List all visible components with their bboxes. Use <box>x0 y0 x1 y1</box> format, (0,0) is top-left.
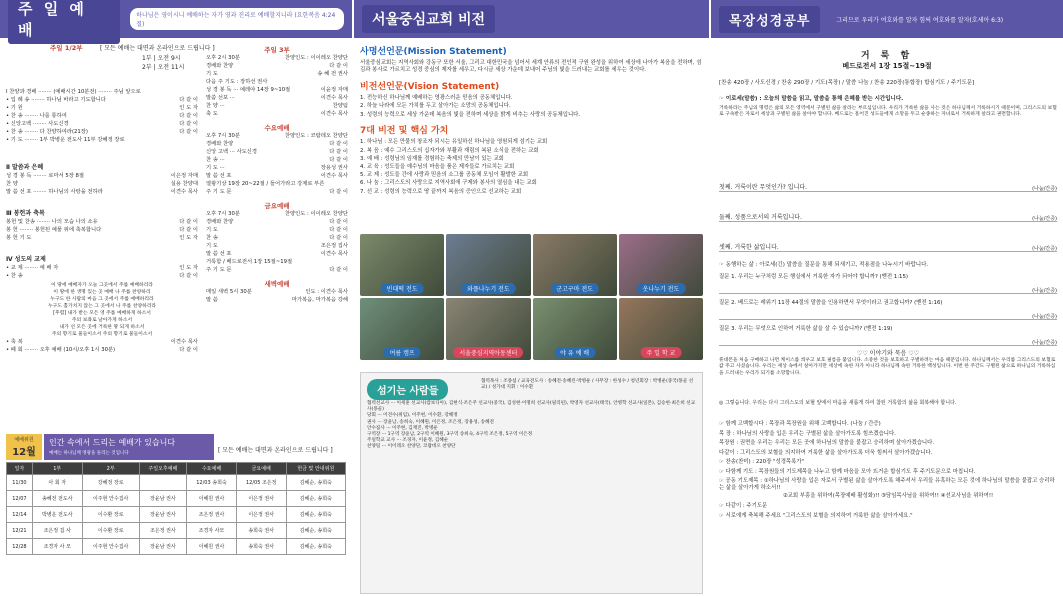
service1-time-2: 2부 | 오전 11시 <box>142 64 185 71</box>
activity-photo-grid <box>360 234 703 360</box>
vision-body <box>360 44 703 196</box>
fri-row: 거룩함 / 베드로전서 1장 15절~19절 <box>206 259 293 265</box>
sunday3-time-row: 오후 2시 30분 찬양인도 : 이이레오 찬양단 <box>206 55 348 61</box>
story-close: ◎ 그렇습니다. 우리는 다시 그리스도의 보혈 앞에서 마음을 새롭게 하여 참된 거룩함의 삶을 회복해야 합니다. <box>719 400 957 406</box>
intro-heading: ☞ 이로세(말씀) : 오늘의 말씀을 읽고, 말씀을 통해 은혜를 받는 시간입니다. <box>719 96 904 102</box>
word-heading: Ⅱ 말씀과 은혜 <box>6 164 44 171</box>
fellow-row: • 찬 송 다 같 이 <box>6 273 198 279</box>
sunday3-row: 말씀 선포 ··· 이견수 목사 <box>206 95 348 101</box>
table-row: 11/30 사 회 자 강혜정 장로 12/03 송희숙 12/05 조은정 김혜순, 송희숙 <box>7 475 346 491</box>
photo-tile: 빈대떡 전도 <box>360 234 444 296</box>
dawn-row: 말 씀 마가복음, 마가복음 강해 <box>206 297 348 303</box>
fri-row: 말 씀 선 포 이견수 목사 <box>206 251 348 257</box>
fri-row: 기 도 조은정 집사 <box>206 243 348 249</box>
table-row: 12/21 조은정 집 사 이수환 장로 조은정 권사 조경자 사모 송희숙 권사 김혜순, 송희숙 <box>7 523 346 539</box>
fri-row: 기 도 다 같 이 <box>206 227 348 233</box>
wed-label: 수요예배 <box>264 124 290 132</box>
sunday3-row: 축 도 이견수 목사 <box>206 111 348 117</box>
worship-header <box>0 0 352 38</box>
wed-row: 주 기 도 문 다 같 이 <box>206 189 348 195</box>
seven-vision-heading: 7대 비전 및 핵심 가치 <box>360 126 449 137</box>
mission-text: 서울중심교회는 지역사회와 강동구 또한 서울, 그리고 대한민국을 넘어서 세계 안류의 전인적 구원 완성을 위하여 세상에 나아가 복음을 전하며, 섬김과 봉사로 가르치고 성경 중심의 제자를 세우고, 다시금 세상 가운데 보내어 주님의 빛을 드러내는 교회를 세우는 것이다. <box>360 60 702 74</box>
bible-study-column <box>711 0 1063 596</box>
hymn-lyrics: 이 땅에 예배자가 오늘 그곳에서 주를 예배하리라 이 땅에 한 생명 있는 곳 예배 나 주를 찬양하리 누구도 한 사람의 마음 그 곳에서 주를 예배하리라 누구도 홀가치지 않는 그 곳에서 나 주를 찬양하리라 [후렴] 내가 받는 모든 영 주를 예배하게 하소서 주의 보좌로 날아가게 하소서 내가 선 모든 곳에 거룩한 땅 되게 하소서 주의 향기로 물들이소서 주의 향기로 물들이소서 <box>48 283 156 337</box>
liturgy-row: • 찬 송 ········ 나를 통하여 다 같 이 <box>6 113 198 119</box>
photo-tile: 옷나누기 전도 <box>619 234 703 296</box>
closing-row: • 축 복 이견수 목사 <box>6 339 198 345</box>
other-services <box>206 46 348 304</box>
question-1: 첫째. 거룩이란 무엇인가? 입니다. (나눔/간증) <box>719 184 1057 192</box>
story-heading: ♡♡ 이야기와 묵음 ♡♡ <box>856 350 919 357</box>
worship-title: 주 일 예 배 <box>8 0 120 44</box>
liturgy-block <box>6 88 198 354</box>
sunday3-row: 다음 주 기도 : 장하선 권사 <box>206 79 268 85</box>
word-row: 말 씀 선 포 ········ 하나님의 사랑을 전하라 이견수 목사 <box>6 189 198 195</box>
worship-committee-table <box>6 462 346 555</box>
sunday3-row: 성 경 봉 독 ··· 예레야 14장 9~10절 이윤정 자매 <box>206 87 348 93</box>
lesson-reference: 베드로전서 1장 15절~19절 <box>842 62 932 70</box>
question-3: 셋째. 거룩한 삶입니다. (나눔/간증) <box>719 244 1057 252</box>
sunday3-row: 기 도 송 혜 전 권사 <box>206 71 348 77</box>
worship-column <box>0 0 352 596</box>
vision-header <box>354 0 709 38</box>
dawn-label: 새벽예배 <box>264 280 290 288</box>
service1-label: 주일 1/2부 <box>50 44 83 52</box>
liturgy-row: • 신앙고백 ········ 사도신경 다 같 이 <box>6 121 198 127</box>
wed-row: 열왕기상 19장 20~22절 / 들어가라고 강제로 부른 <box>206 181 325 187</box>
offer-row: 봉헌 및 찬송 ········ 나의 모습 나의 소유 다 같 이 <box>6 219 198 225</box>
sunday3-label: 주일 3부 <box>264 46 290 54</box>
wed-row: 찬 송 ··· 다 같 이 <box>206 157 348 163</box>
share-question-3: 질문 3. 우리는 무엇으로 인하여 거룩한 삶을 살 수 있습니까? (벧전 1:19) (나눔/간증) <box>719 326 1057 346</box>
word-row: 성 경 봉 독 ········ 로마서 5장 8절 이은정 자매 <box>6 173 198 179</box>
table-row: 12/07 송혜전 전도사 이주현 안수집사 장윤남 권사 이혜원 권사 이은정 권사 김혜순, 송희숙 <box>7 491 346 507</box>
wed-row: 경배와 찬양 다 같 이 <box>206 141 348 147</box>
liturgy-row: Ⅰ 찬양과 경배 ········ (예배시간 10분전) ········ 주님 앞으로 <box>6 89 141 95</box>
photo-tile: 야 유 예 배 <box>533 298 617 360</box>
vision-column <box>354 0 709 596</box>
servers-list: 협력선교사 ··· 이세훈 선교사(캄보디아), 김현식·조은주 선교사(중국), 김성현·이명희 선교사(필리핀), 박영자 선교사(태국), 안병학 선교사(일본), 김승현·최은희 선교사(몽골) 당회 ··· 이견수(위임), 이주현, 이수환, 강혜정 권사 ··· 장윤남, 송희숙, 이혜원, 이은정, 조은정, 장용성, 송혜전 안수집사 ··· 이주현, 김재진, 박병운 구역장 ··· 1구역 장윤남, 2구역 이혜원, 3구역 송희숙, 4구역 조은정, 5구역 이은정 주일학교 교사 ··· 조경자, 이윤정, 김혜순 찬양팀 ··· 이이레오 찬양단, 코람데오 찬양단 <box>367 401 696 450</box>
study-header <box>711 0 1063 38</box>
online-note: [ 모든 예배는 대면과 온라인으로 드립니다 ] <box>218 447 333 454</box>
photo-tile: 서울중심지역아동센터 <box>446 298 530 360</box>
fellow-heading: Ⅳ 성도의 교제 <box>6 256 46 263</box>
service1-times <box>142 54 184 72</box>
wed-time-row: 오후 7시 30분 찬양인도 : 코람데오 찬양단 <box>206 133 348 139</box>
hymn-order: [찬송 420장 / 사도신경 / 찬송 290장 / 기도(목장) / 말씀 나눔 / 찬송 220장(통합장) 합심기도 / 주기도문] <box>719 80 975 86</box>
seven-vision-list: 1. 하나님 : 모든 만물의 창조자 되시는 유일하신 하나님을 영원되게 섬기는 교회 2. 복 음 : 예수 그리스도의 십자가와 부활과 재림의 복된 소식을 전하는 교회 3. 예 배 : 성령님의 임재를 경험하는 축제의 만남이 있는 교회 4. 교 육 : 성도들을 예수님의 마음을 품은 제자들로 가르치는 교회 5. 교 제 : 성도들 간에 사랑과 믿음의 소그룹 공동체 모임이 활발한 교회 6. 나 눔 : 그리스도의 사랑으로 지역사회에 구제와 봉사의 열심을 내는 교회 7. 선 교 : 성령의 능력으로 땅 끝까지 복음의 증인으로 선교하는 교회 <box>360 139 548 195</box>
word-row: 찬 양 실용 찬양대 <box>6 181 198 187</box>
vision-list: 1. 전능하신 하나님께 예배하는 영광스러운 믿음의 공동체입니다. 2. 하늘 나라에 모든 가치를 두고 살아가는 소망의 공동체입니다. 3. 성령의 능력으로 세상 가운데 복음의 빛을 전하며 세상을 밝게 비추는 사랑의 공동체입니다. <box>360 94 581 118</box>
offer-row: 봉 헌 기 도 인 도 자 <box>6 235 198 241</box>
wed-row: 말 씀 선 포 이견수 목사 <box>206 173 348 179</box>
photo-tile: 와플나누기 전도 <box>446 234 530 296</box>
study-title: 목장성경공부 <box>719 6 820 33</box>
story-body: 휴대폰을 처음 구매하고 나면 케이스를 씌우고 보호 필름을 붙입니다. 소중한 것을 보호하고 구별하려는 마음 때문입니다. 하나님께서는 우리를 그리스도의 보혈로 값 주고 사셨습니다. 우리는 세상 속에서 살아가지만 세상에 속한 자가 아니라 하나님께 속한 거룩한 백성입니다. 이번 한 주간도 구별된 삶으로 하나님의 거룩하심을 드러내는 우리가 되기를 소망합니다. <box>719 358 1056 376</box>
table-row: 12/14 박병운 전도사 이수환 장로 장윤남 권사 조은정 권사 이은정 권사 김혜순, 송희숙 <box>7 507 346 523</box>
study-subtitle: 그리므로 우리가 여호와를 알자 힘써 여호와를 알자(호세아 6:3) <box>836 16 1004 24</box>
mission-heading: 사명선언문(Mission Statement) <box>360 47 507 57</box>
offer-heading: Ⅲ 봉헌과 축복 <box>6 210 45 217</box>
vision-title: 서울중심교회 비전 <box>362 5 495 33</box>
table-header-row: 일자 1부 2부 주일오후예배 수요예배 금요예배 헌금 및 안내위원 <box>7 463 346 475</box>
wed-row: 신앙 고백 ··· 사도신경 다 같 이 <box>206 149 348 155</box>
servers-note: 협력목사 : 조종섭 / 교육전도사 : 송혜전·송혜린·박병운 / 사무장 : 한성수 / 청년회장 : 박병운(중국/몽골 선교) / 성가대 지휘 : 이수환 <box>481 379 694 390</box>
wed-row: 기 도 ··· 장용성 권사 <box>206 165 348 171</box>
share-question-2: 질문 2. 베드로는 레위기 11장 44절의 말씀을 인용하면서 무엇이라고 권고합니까? (벧전 1:16) (나눔/간증) <box>719 300 1057 320</box>
fri-label: 금요예배 <box>264 202 290 210</box>
photo-tile: 주 일 학 교 <box>619 298 703 360</box>
worship-banner: 인간 속에서 드리는 예배가 있습니다 예배는 하나님께 영광을 돌리는 것입니다 <box>44 434 214 460</box>
lesson-title: 거 룩 함 <box>860 51 914 61</box>
intro-body: 거룩하라는 주님의 명령은 삶의 모든 영역에서 구별된 삶을 살라는 부르심입니다. 우리가 거룩한 삶을 사는 것은 하나님께서 거룩하시기 때문이며, 그리스도의 보혈로 구속받은 자로서 세상과 구별된 삶을 살아야 합니다. 베드로는 흩어진 성도들에게 소망을 두고 순종하는 자녀로서 거룩하게 살라고 권면합니다. <box>719 106 1057 118</box>
liturgy-row: • 입 례 송 ········ 하나님 바라고 기도합니다 다 같 이 <box>6 97 198 103</box>
week-badge: 예배위원 12월 <box>6 434 42 460</box>
sunday3-row: 찬 양 ··· 찬양팀 <box>206 103 348 109</box>
fellow-row: • 교 제 ········ 예 배 자 인 도 자 <box>6 265 198 271</box>
dawn-time-row: 매일 새벽 5시 30분 인도 : 이견수 목사 <box>206 289 348 295</box>
fri-row: 경배와 찬양 다 같 이 <box>206 219 348 225</box>
fri-row: 찬 송 다 같 이 <box>206 235 348 241</box>
share-heading: ☞ 동행하는 삶 : 아로세(긴) 말씀을 질문을 통해 되새기고, 적용점을 나누시기 바랍니다. <box>719 262 929 268</box>
share-question-1: 질문 1. 우리는 누구처럼 모든 행실에서 거룩한 자가 되어야 합니까? (벧전 1:15) (나눔/간증) <box>719 274 1057 294</box>
servers-title: 섬기는 사람들 <box>367 379 448 400</box>
fri-row: 주 기 도 문 다 같 이 <box>206 267 348 273</box>
photo-tile: 군고구마 전도 <box>533 234 617 296</box>
sunday3-row: 경배와 찬양 다 같 이 <box>206 63 348 69</box>
photo-tile: 여름 캠프 <box>360 298 444 360</box>
online-notice: [ 모든 예배는 대면과 온라인으로 드립니다 ] <box>100 45 215 52</box>
question-2: 둘째. 성품으로서의 거룩입니다. (나눔/간증) <box>719 214 1057 222</box>
liturgy-row: • 찬 송 ········ 다 찬양하여라(21장) 다 같 이 <box>6 129 198 135</box>
fri-time-row: 오후 7시 30분 찬양인도 : 이이레오 찬양단 <box>206 211 348 217</box>
table-row: 12/28 조경자 사 모 이주현 안수집사 장윤남 권사 이혜원 권사 송희숙 권사 김혜순, 송희숙 <box>7 539 346 555</box>
application-list: ☞ 함께 고백합시다 : 목장과 목장원을 위해 고백합니다. (나눔 / 간증) 목 장 : 하나님의 사랑을 입은 우리는 구별된 삶을 살아가도록 힘쓰겠습니다. 목장원 : 권면을 우리는 우리는 모든 곳에 하나님의 말씀을 붙잡고 승리하며 살아가겠습니다. 다같이 : 그리스도의 보혈을 의지하여 거룩한 삶을 살아가도록 더욱 힘써서 살아가겠습니다. ☞ 찬송(찬미) : 220장 "성경목록가" ☞ 다함께 기도 : 목장원들의 기도제목을 나누고 함께 마음을 모아 뜨거운 합심기도 후 주기도문으로 마칩니다. ☞ 공동 기도제목 : ①하나님의 사랑을 입은 자로서 구별된 삶을 살아가도록 해주셔서 우리들 유혹하는 모든 것에 하나님의 말씀을 붙잡고 승리하는 삶을 살아가게 하소서!! ②교회 부흥을 위하여(목장예배 활성화)!! ③담임목사님을 위하여!! ④선교사님을 위하여!! ☞ 다같이 : 주기도문 ☞ 서로에게 축복해 주세요 "그리스도의 보혈을 의지하여 거룩한 삶을 살아가세요." <box>719 421 1055 519</box>
service1-time-1: 1부 | 오전 9시 <box>142 55 181 62</box>
worship-subtitle: 하나님은 영이시니 예배하는 자가 영과 진리로 예배할지니라 (요한복음 4:24절) <box>130 8 344 30</box>
servers-panel <box>360 372 703 594</box>
liturgy-row: • 기 도 ········ 1부 박병운 전도사 11부 강혜정 장로 <box>6 137 125 143</box>
vision-statement-heading: 비전선언문(Vision Statement) <box>360 81 500 92</box>
closing-row: • 폐 회 ········ 오후 예배 (10시/오후 1시 30분) 다 같 이 <box>6 347 198 353</box>
liturgy-row: • 기 원 인 도 자 <box>6 105 198 111</box>
offer-row: 봉 헌 ········ 봉헌된 예물 위에 축복합니다 다 같 이 <box>6 227 198 233</box>
